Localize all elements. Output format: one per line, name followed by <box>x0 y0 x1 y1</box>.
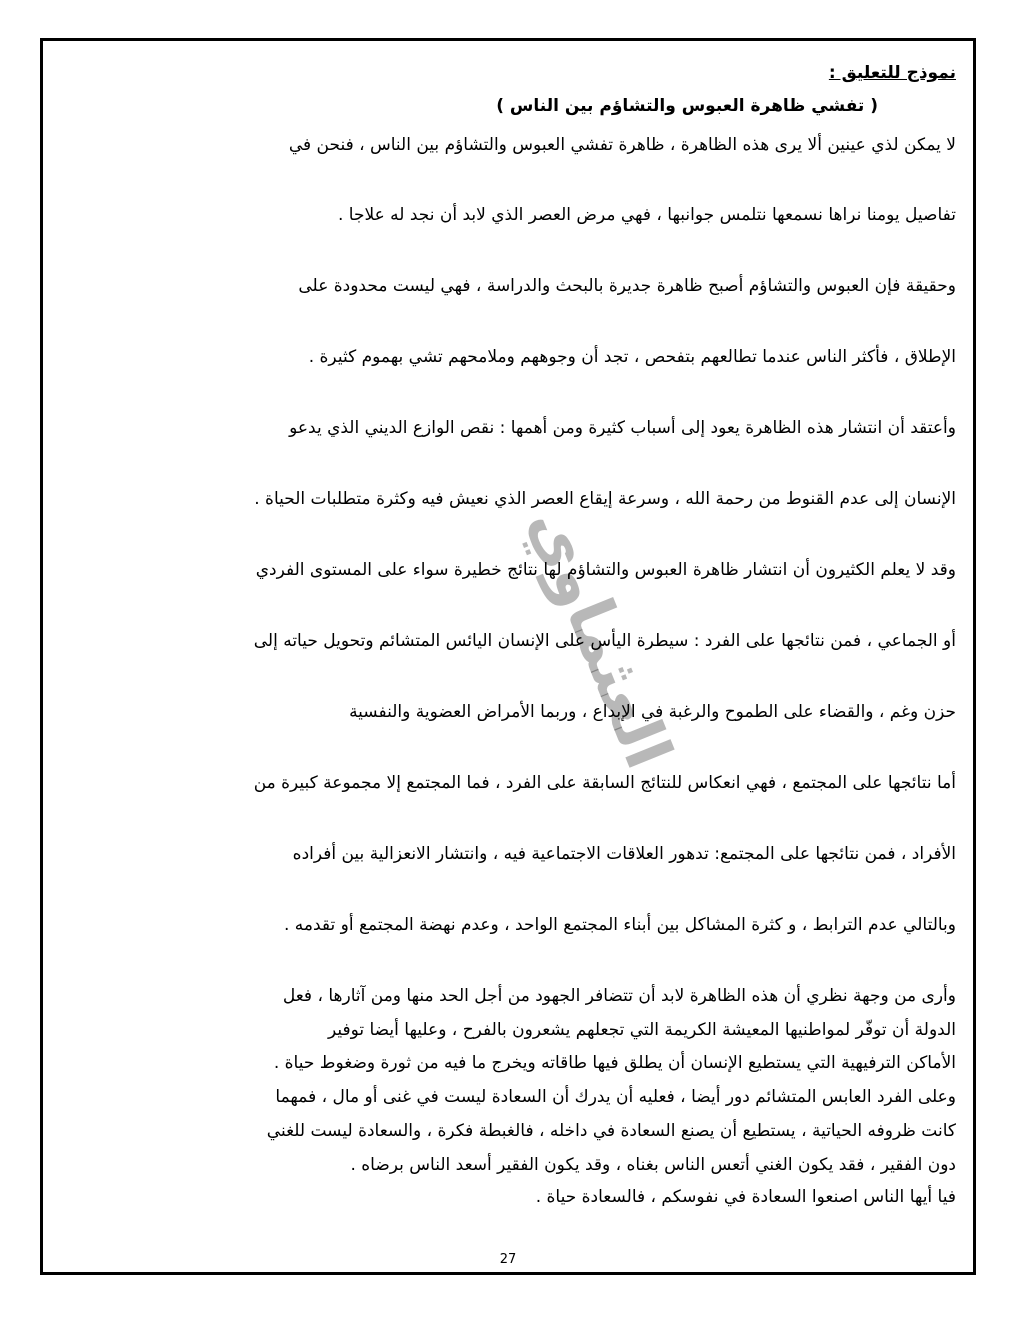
paragraph-line: الأفراد ، فمن نتائجها على المجتمع: تدهور العلاقات الاجتماعية فيه ، وانتشار الانعزالية بين أفراده <box>292 844 956 864</box>
paragraph-line: وأرى من وجهة نظري أن هذه الظاهرة لابد أن تتضافر الجهود من أجل الحد منها ومن آثارها ، فعل <box>282 986 956 1006</box>
paragraph-line: الإطلاق ، فأكثر الناس عندما تطالعهم بتفحص ، تجد أن وجوههم وملامحهم تشي بهموم كثيرة . <box>308 347 956 367</box>
paragraph-line: كانت ظروفه الحياتية ، يستطيع أن يصنع السعادة في داخله ، فالغبطة فكرة ، والسعادة ليست للغني <box>266 1121 956 1141</box>
paragraph-line: أو الجماعي ، فمن نتائجها على الفرد : سيطرة اليأس على الإنسان اليائس المتشائم وتحويل حياته إلى <box>253 631 956 651</box>
paragraph-line: وقد لا يعلم الكثيرون أن انتشار ظاهرة العبوس والتشاؤم لها نتائج خطيرة سواء على المستوى الفردي <box>255 560 956 580</box>
paragraph-line: الإنسان إلى عدم القنوط من رحمة الله ، وسرعة إيقاع العصر الذي نعيش فيه وكثرة متطلبات الحياة . <box>254 489 956 509</box>
page-number: 27 <box>499 1252 517 1267</box>
document-heading: نموذج للتعليق : <box>828 63 956 83</box>
paragraph-line: وعلى الفرد العابس المتشائم دور أيضا ، فعليه أن يدرك أن السعادة ليست في غنى أو مال ، فمهما <box>275 1087 956 1107</box>
paragraph-line: لا يمكن لذي عينين ألا يرى هذه الظاهرة ، ظاهرة تفشي العبوس والتشاؤم بين الناس ، فنحن في <box>288 135 956 155</box>
paragraph-line: وبالتالي عدم الترابط ، و كثرة المشاكل بين أبناء المجتمع الواحد ، وعدم نهضة المجتمع أو تقدمه . <box>283 915 956 935</box>
paragraph-line: الدولة أن توفّر لمواطنيها المعيشة الكريمة التي تجعلهم يشعرون بالفرح ، وعليها أيضا توفير <box>327 1020 956 1040</box>
paragraph-line: وحقيقة فإن العبوس والتشاؤم أصبح ظاهرة جديرة بالبحث والدراسة ، فهي ليست محدودة على <box>298 276 956 296</box>
document-subtitle: ( تفشي ظاهرة العبوس والتشاؤم بين الناس ) <box>496 96 878 116</box>
paragraph-line: دون الفقير ، فقد يكون الغني أتعس الناس بغناه ، وقد يكون الفقير أسعد الناس برضاه . <box>350 1155 956 1175</box>
watermark-signature: العثماوي <box>514 497 686 779</box>
document-content <box>43 41 973 1272</box>
paragraph-line: الأماكن الترفيهية التي يستطيع الإنسان أن يطلق فيها طاقاته ويخرج ما فيه من ثورة وضغوط حياة . <box>273 1053 956 1073</box>
paragraph-line: أما نتائجها على المجتمع ، فهي انعكاس للنتائج السابقة على الفرد ، فما المجتمع إلا مجموعة كبيرة من <box>253 773 956 793</box>
paragraph-line: فيا أيها الناس اصنعوا السعادة في نفوسكم ، فالسعادة حياة . <box>535 1187 956 1207</box>
paragraph-line: تفاصيل يومنا نراها نسمعها نتلمس جوانبها ، فهي مرض العصر الذي لابد أن نجد له علاجا . <box>337 205 956 225</box>
paragraph-line: وأعتقد أن انتشار هذه الظاهرة يعود إلى أسباب كثيرة ومن أهمها : نقص الوازع الديني الذي يدعو <box>289 418 956 438</box>
paragraph-line: حزن وغم ، والقضاء على الطموح والرغبة في الإبداع ، وربما الأمراض العضوية والنفسية <box>349 702 956 722</box>
page-frame <box>40 38 976 1275</box>
